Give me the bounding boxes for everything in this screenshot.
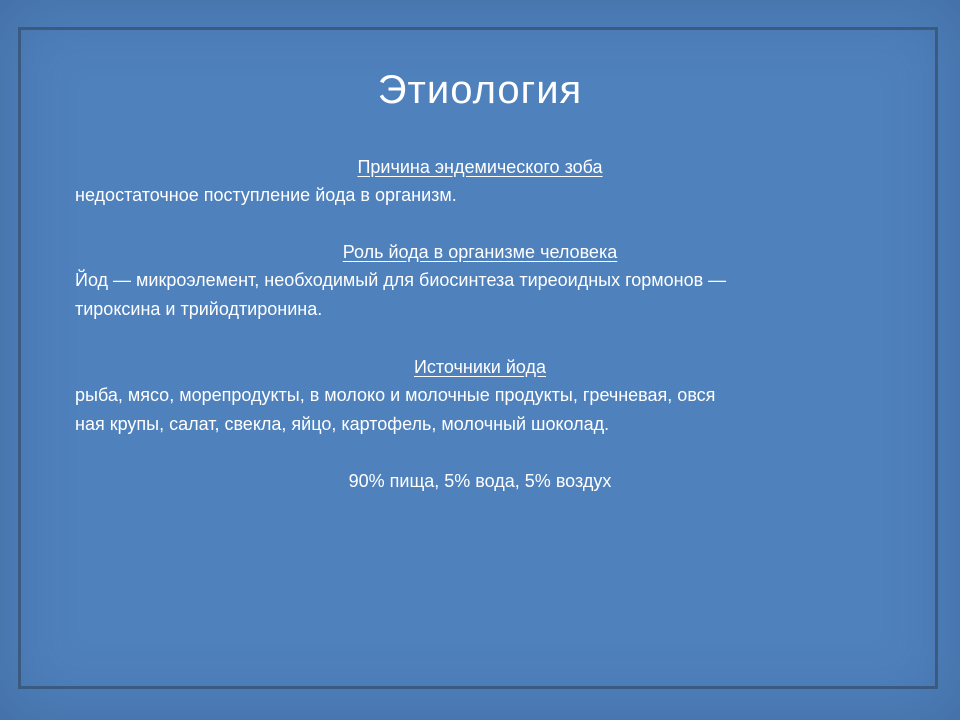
section-heading-role: Роль йода в организме человека <box>342 242 618 262</box>
section-text-role-line1: Йод — микроэлемент, необходимый для биосинтеза тиреоидных гормонов — <box>75 270 727 290</box>
intake-ratio: 90% пища, 5% вода, 5% воздух <box>348 471 612 491</box>
section-text-role-line2: тироксина и трийодтиронина. <box>75 299 323 319</box>
slide-title: Этиология <box>377 68 583 112</box>
section-text-cause: недостаточное поступление йода в организм. <box>75 185 457 205</box>
section-text-sources-line2: ная крупы, салат, свекла, яйцо, картофель, молочный шоколад. <box>75 414 610 434</box>
section-heading-sources: Источники йода <box>413 357 547 377</box>
section-text-sources-line1: рыба, мясо, морепродукты, в молоко и молочные продукты, гречневая, овся <box>75 385 716 405</box>
section-heading-cause: Причина эндемического зоба <box>357 157 603 177</box>
